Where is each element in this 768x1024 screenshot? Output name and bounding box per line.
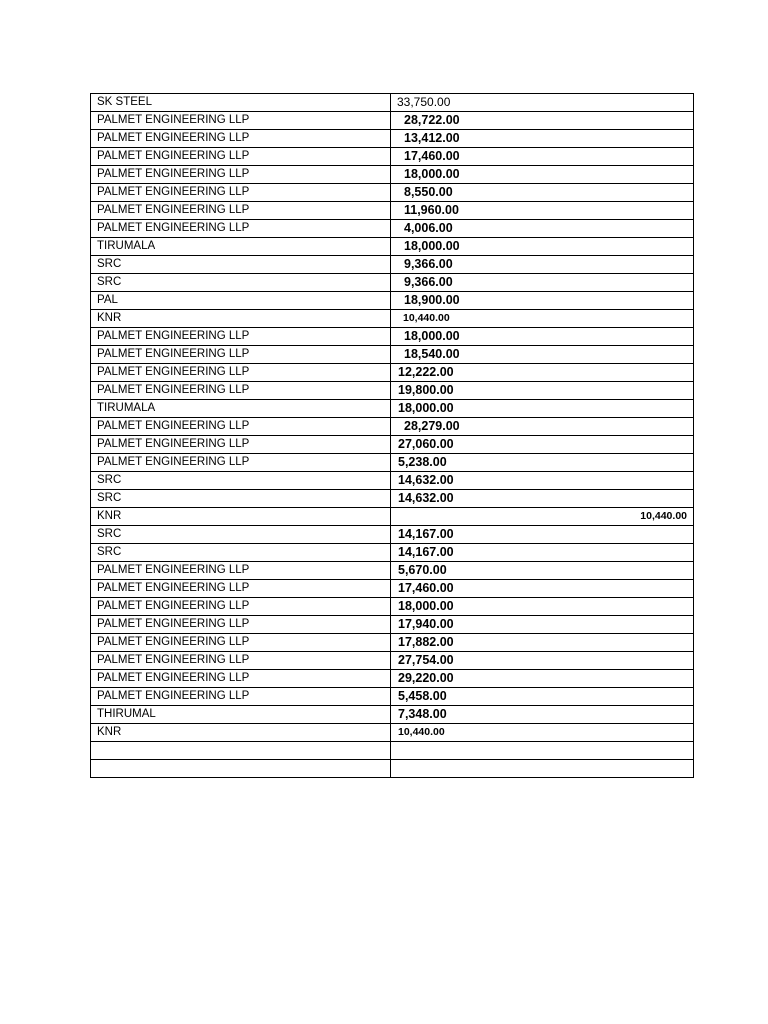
table-row bbox=[91, 328, 694, 346]
table-row bbox=[91, 130, 694, 148]
party-name-cell: PALMET ENGINEERING LLP bbox=[91, 328, 391, 346]
amount-cell: 10,440.00 bbox=[391, 724, 694, 742]
amount-cell: 10,440.00 bbox=[391, 310, 694, 328]
table-row bbox=[91, 256, 694, 274]
amount-cell: 11,960.00 bbox=[391, 202, 694, 220]
party-name-cell: PALMET ENGINEERING LLP bbox=[91, 688, 391, 706]
amount-cell bbox=[391, 760, 694, 778]
amount-cell: 10,440.00 bbox=[391, 508, 694, 526]
party-name-cell: PALMET ENGINEERING LLP bbox=[91, 580, 391, 598]
table-row bbox=[91, 688, 694, 706]
table-row bbox=[91, 616, 694, 634]
table-row bbox=[91, 562, 694, 580]
table-row bbox=[91, 454, 694, 472]
party-name-cell: PALMET ENGINEERING LLP bbox=[91, 598, 391, 616]
party-name-cell: PALMET ENGINEERING LLP bbox=[91, 166, 391, 184]
amount-cell: 14,632.00 bbox=[391, 472, 694, 490]
party-name-cell: PALMET ENGINEERING LLP bbox=[91, 436, 391, 454]
amount-cell: 7,348.00 bbox=[391, 706, 694, 724]
amount-cell: 9,366.00 bbox=[391, 274, 694, 292]
amount-cell: 5,458.00 bbox=[391, 688, 694, 706]
amount-cell: 8,550.00 bbox=[391, 184, 694, 202]
party-name-cell: TIRUMALA bbox=[91, 400, 391, 418]
party-name-cell: SRC bbox=[91, 256, 391, 274]
party-name-cell: SRC bbox=[91, 490, 391, 508]
amount-cell: 18,900.00 bbox=[391, 292, 694, 310]
party-name-cell: PALMET ENGINEERING LLP bbox=[91, 418, 391, 436]
table-row bbox=[91, 310, 694, 328]
amount-cell: 18,000.00 bbox=[391, 328, 694, 346]
table-row bbox=[91, 724, 694, 742]
table-row bbox=[91, 418, 694, 436]
amount-cell: 19,800.00 bbox=[391, 382, 694, 400]
table-row bbox=[91, 544, 694, 562]
party-name-cell: PALMET ENGINEERING LLP bbox=[91, 634, 391, 652]
ledger-table bbox=[90, 93, 694, 778]
amount-cell: 18,540.00 bbox=[391, 346, 694, 364]
party-name-cell: KNR bbox=[91, 508, 391, 526]
ledger-body bbox=[91, 94, 694, 778]
party-name-cell: PALMET ENGINEERING LLP bbox=[91, 616, 391, 634]
amount-cell: 18,000.00 bbox=[391, 166, 694, 184]
party-name-cell: SRC bbox=[91, 526, 391, 544]
table-row bbox=[91, 274, 694, 292]
table-row bbox=[91, 238, 694, 256]
table-row bbox=[91, 202, 694, 220]
party-name-cell: PALMET ENGINEERING LLP bbox=[91, 130, 391, 148]
amount-cell: 28,279.00 bbox=[391, 418, 694, 436]
amount-cell: 5,238.00 bbox=[391, 454, 694, 472]
table-row bbox=[91, 148, 694, 166]
table-row bbox=[91, 634, 694, 652]
amount-cell: 27,754.00 bbox=[391, 652, 694, 670]
party-name-cell: PALMET ENGINEERING LLP bbox=[91, 112, 391, 130]
table-row bbox=[91, 292, 694, 310]
amount-cell: 12,222.00 bbox=[391, 364, 694, 382]
party-name-cell: THIRUMAL bbox=[91, 706, 391, 724]
amount-cell: 17,882.00 bbox=[391, 634, 694, 652]
table-row bbox=[91, 670, 694, 688]
table-row bbox=[91, 346, 694, 364]
table-row bbox=[91, 598, 694, 616]
party-name-cell: SRC bbox=[91, 274, 391, 292]
table-row bbox=[91, 400, 694, 418]
table-row bbox=[91, 94, 694, 112]
amount-cell: 28,722.00 bbox=[391, 112, 694, 130]
party-name-cell: PALMET ENGINEERING LLP bbox=[91, 562, 391, 580]
table-row bbox=[91, 526, 694, 544]
amount-cell: 14,167.00 bbox=[391, 544, 694, 562]
amount-cell: 17,940.00 bbox=[391, 616, 694, 634]
party-name-cell: KNR bbox=[91, 310, 391, 328]
party-name-cell: SK STEEL bbox=[91, 94, 391, 112]
party-name-cell: PALMET ENGINEERING LLP bbox=[91, 364, 391, 382]
table-row bbox=[91, 490, 694, 508]
party-name-cell: PALMET ENGINEERING LLP bbox=[91, 454, 391, 472]
table-row bbox=[91, 364, 694, 382]
table-row bbox=[91, 382, 694, 400]
party-name-cell bbox=[91, 742, 391, 760]
table-row bbox=[91, 508, 694, 526]
amount-cell: 18,000.00 bbox=[391, 238, 694, 256]
table-row bbox=[91, 760, 694, 778]
party-name-cell: PALMET ENGINEERING LLP bbox=[91, 652, 391, 670]
table-row bbox=[91, 472, 694, 490]
table-row bbox=[91, 580, 694, 598]
amount-cell: 9,366.00 bbox=[391, 256, 694, 274]
party-name-cell: PALMET ENGINEERING LLP bbox=[91, 202, 391, 220]
party-name-cell bbox=[91, 760, 391, 778]
table-row bbox=[91, 436, 694, 454]
party-name-cell: PALMET ENGINEERING LLP bbox=[91, 346, 391, 364]
table-row bbox=[91, 742, 694, 760]
party-name-cell: TIRUMALA bbox=[91, 238, 391, 256]
amount-cell: 17,460.00 bbox=[391, 148, 694, 166]
table-row bbox=[91, 112, 694, 130]
amount-cell: 18,000.00 bbox=[391, 598, 694, 616]
table-row bbox=[91, 220, 694, 238]
amount-cell: 17,460.00 bbox=[391, 580, 694, 598]
amount-cell: 13,412.00 bbox=[391, 130, 694, 148]
party-name-cell: SRC bbox=[91, 472, 391, 490]
table-row bbox=[91, 166, 694, 184]
amount-cell: 18,000.00 bbox=[391, 400, 694, 418]
party-name-cell: PALMET ENGINEERING LLP bbox=[91, 220, 391, 238]
amount-cell: 29,220.00 bbox=[391, 670, 694, 688]
amount-cell: 27,060.00 bbox=[391, 436, 694, 454]
party-name-cell: SRC bbox=[91, 544, 391, 562]
amount-cell: 33,750.00 bbox=[391, 94, 694, 112]
party-name-cell: KNR bbox=[91, 724, 391, 742]
amount-cell: 4,006.00 bbox=[391, 220, 694, 238]
party-name-cell: PALMET ENGINEERING LLP bbox=[91, 148, 391, 166]
table-row bbox=[91, 184, 694, 202]
amount-cell: 14,632.00 bbox=[391, 490, 694, 508]
table-row bbox=[91, 706, 694, 724]
party-name-cell: PALMET ENGINEERING LLP bbox=[91, 184, 391, 202]
party-name-cell: PALMET ENGINEERING LLP bbox=[91, 382, 391, 400]
table-row bbox=[91, 652, 694, 670]
amount-cell: 5,670.00 bbox=[391, 562, 694, 580]
party-name-cell: PAL bbox=[91, 292, 391, 310]
amount-cell bbox=[391, 742, 694, 760]
party-name-cell: PALMET ENGINEERING LLP bbox=[91, 670, 391, 688]
amount-cell: 14,167.00 bbox=[391, 526, 694, 544]
